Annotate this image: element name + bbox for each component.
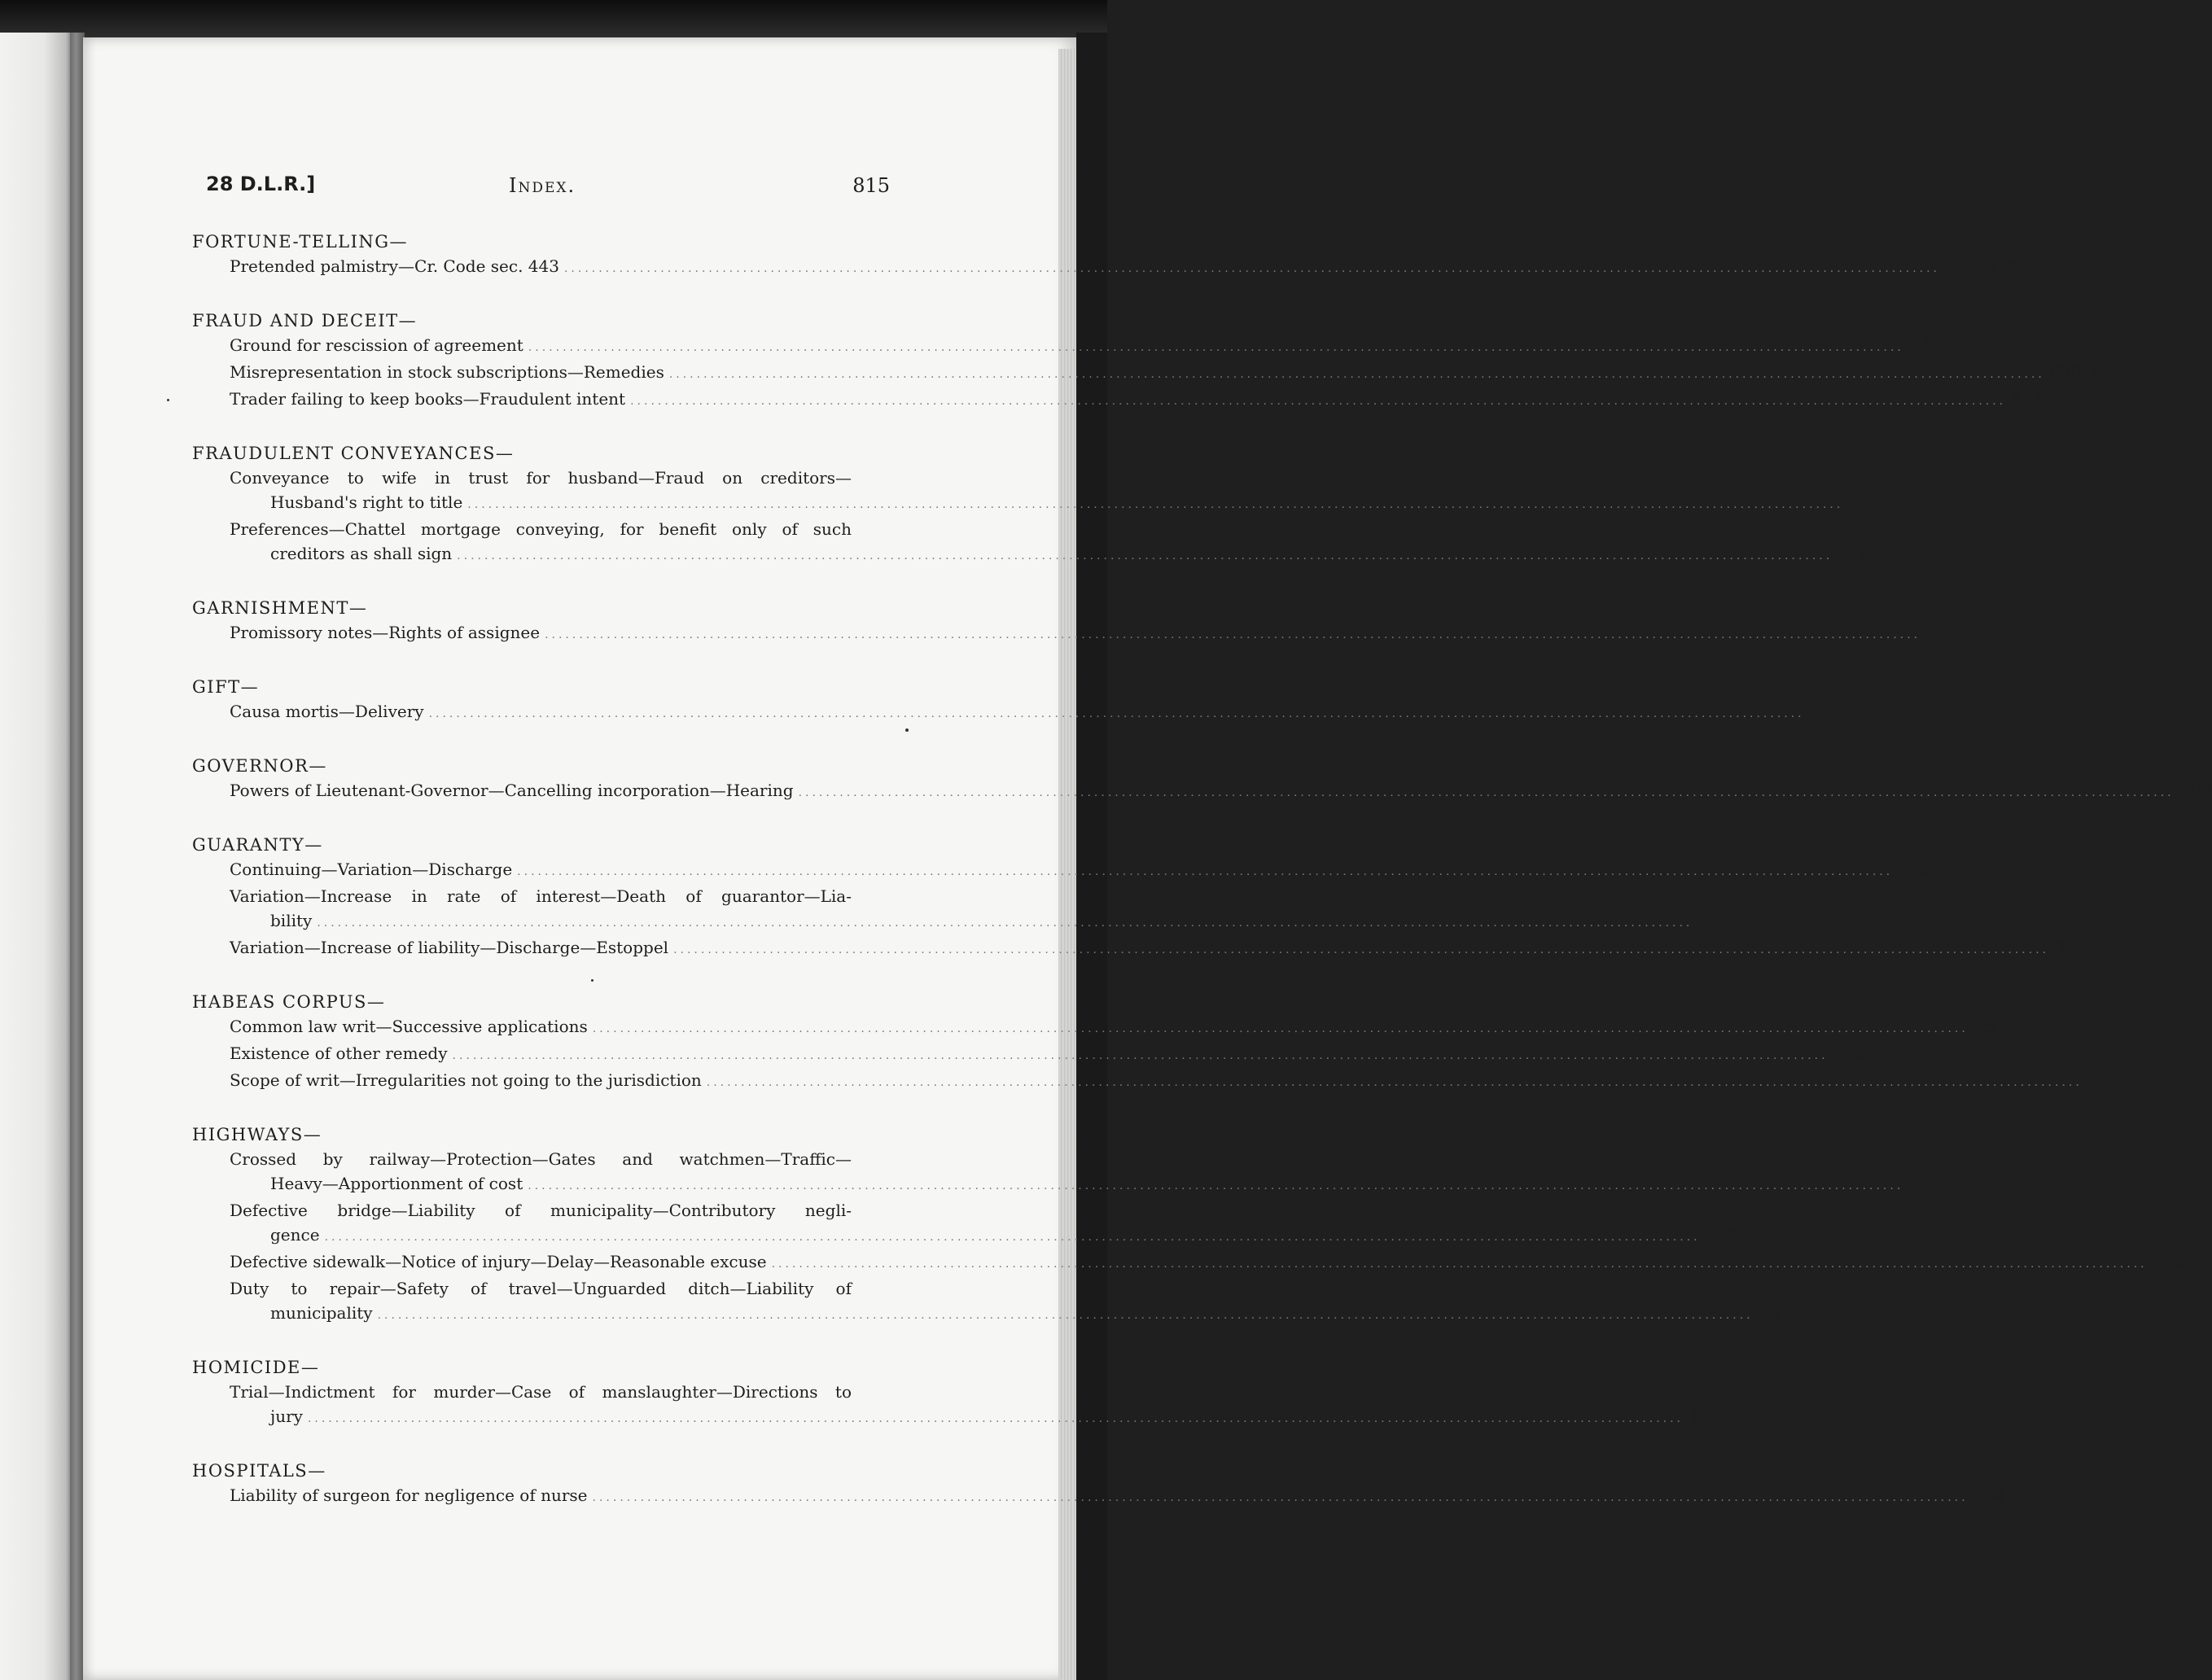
dot-leader: ........................................................................................................................................................................................................	[457, 549, 1833, 562]
index-entry	[192, 1014, 2006, 1041]
index-entry-text: Causa mortis—Delivery	[230, 702, 424, 721]
index-section	[192, 441, 1881, 568]
dot-leader: ........................................................................................................................................................................................................	[428, 707, 1805, 720]
index-entry	[192, 1171, 1942, 1198]
index-page-ref: 57	[1985, 1017, 2006, 1036]
index-entry	[192, 490, 1881, 517]
index-entry	[192, 1301, 1791, 1328]
index-heading: FORTUNE-TELLING—	[192, 232, 409, 252]
index-entry-text: Existence of other remedy	[230, 1043, 448, 1063]
index-heading: GARNISHMENT—	[192, 598, 368, 618]
index-section	[192, 1459, 2006, 1510]
index-section	[192, 230, 2018, 281]
index-entry-text: Pretended palmistry—Cr. Code sec. 443	[230, 256, 559, 276]
index-entry-text: Conveyance to wife in trust for husband—Fraud on creditors—	[230, 468, 852, 488]
index-page-ref: 732	[1926, 623, 1959, 642]
index-page-ref: 689, 696	[2049, 362, 2122, 382]
index-entry-text: Defective sidewalk—Notice of injury—Delay—Reasonable excuse	[230, 1252, 767, 1271]
dot-leader: ........................................................................................................................................................................................................	[467, 498, 1844, 511]
index-heading: HIGHWAYS—	[192, 1125, 322, 1144]
index-entry-text: municipality	[270, 1303, 373, 1323]
index-section	[192, 1355, 1721, 1431]
index-entry-text: Trial—Indictment for murder—Case of manslaughter—Directions to	[230, 1382, 852, 1402]
index-entry-text: Crossed by railway—Protection—Gates and watchmen—Traffic—	[230, 1149, 852, 1169]
index-entry	[192, 1249, 2185, 1276]
index-entry-text: bility	[270, 911, 313, 930]
index-entry-text: Promissory notes—Rights of assignee	[230, 623, 541, 642]
index-page-ref: 357	[2055, 938, 2087, 957]
index-entry	[192, 333, 1942, 360]
index-entry-text: Continuing—Variation—Discharge	[230, 860, 513, 879]
index-page-ref: 531	[1811, 702, 1842, 721]
index-entry-text: creditors as shall sign	[270, 544, 453, 563]
index-page-ref: 392	[1706, 1225, 1738, 1245]
index-page-ref: 555	[2012, 389, 2044, 409]
index-page-ref: 775	[1899, 860, 1931, 879]
index-entry-text: Trader failing to keep books—Fraudulent intent	[230, 389, 626, 409]
index-entry-text: Ground for rescission of agreement	[230, 335, 523, 355]
index-content	[192, 230, 2212, 1538]
scan-speck	[905, 728, 909, 732]
dot-leader: ........................................................................................................................................................................................................	[798, 786, 2175, 799]
index-entry	[192, 1068, 2120, 1095]
index-entry-text: Variation—Increase in rate of interest—Death of guarantor—Lia-	[230, 886, 852, 906]
dot-leader: ........................................................................................................................................................................................................	[528, 1179, 1904, 1192]
index-section	[192, 596, 1959, 647]
dot-leader: ........................................................................................................................................................................................................	[592, 1022, 1969, 1035]
index-heading: GOVERNOR—	[192, 756, 327, 776]
dot-leader: ........................................................................................................................................................................................................	[377, 1309, 1754, 1322]
dot-leader: ........................................................................................................................................................................................................	[771, 1258, 2148, 1271]
index-section	[192, 1122, 2185, 1328]
index-entry-text: Variation—Increase of liability—Discharge—Estoppel	[230, 938, 669, 957]
index-section	[192, 833, 2087, 962]
index-heading: FRAUD AND DECEIT—	[192, 311, 418, 330]
page-number: 815	[852, 174, 890, 197]
dot-leader: ........................................................................................................................................................................................................	[317, 917, 1693, 930]
index-entry	[192, 254, 2018, 281]
index-heading: HABEAS CORPUS—	[192, 992, 386, 1012]
index-page-ref: 509	[2180, 781, 2212, 800]
index-entry-text: Duty to repair—Safety of travel—Unguarded ditch—Liability of	[230, 1279, 852, 1298]
index-entry	[192, 360, 2122, 387]
index-entry	[192, 1223, 1738, 1249]
dot-leader: ........................................................................................................................................................................................................	[528, 341, 1904, 354]
index-page-ref: 223	[1850, 492, 1881, 512]
page-title: Index.	[509, 174, 576, 197]
index-entry	[192, 699, 1842, 726]
index-heading: HOSPITALS—	[192, 1461, 326, 1481]
index-entry	[192, 935, 2087, 962]
index-heading: HOMICIDE—	[192, 1358, 320, 1377]
index-entry-text: Heavy—Apportionment of cost	[270, 1174, 523, 1193]
volume-reference: 28 D.L.R.]	[206, 173, 316, 195]
index-entry-text: Liability of surgeon for negligence of nurse	[230, 1485, 588, 1505]
index-entry	[192, 1483, 2006, 1510]
index-heading: GIFT—	[192, 677, 260, 697]
index-entry	[192, 387, 2044, 413]
index-page-ref: 125	[1689, 1407, 1721, 1426]
facing-page-edge	[0, 33, 73, 1680]
index-entry-text: jury	[270, 1407, 303, 1426]
dot-leader: ........................................................................................................................................................................................................	[452, 1049, 1829, 1062]
dot-leader: ........................................................................................................................................................................................................	[545, 628, 1921, 641]
index-entry	[192, 1041, 1866, 1068]
index-entry	[192, 857, 1931, 884]
index-entry	[192, 1404, 1721, 1431]
index-heading: FRAUDULENT CONVEYANCES—	[192, 444, 515, 463]
dot-leader: ........................................................................................................................................................................................................	[592, 1491, 1969, 1504]
index-page-ref: 6	[1859, 544, 1871, 563]
index-page-ref: 558	[1910, 1174, 1942, 1193]
index-entry-text: Powers of Lieutenant-Governor—Cancelling incorporation—Hearing	[230, 781, 794, 800]
index-entry-text: Common law writ—Successive applications	[230, 1017, 588, 1036]
index-entry	[192, 620, 1959, 647]
index-page-ref: 58	[2099, 1070, 2120, 1090]
index-entry-text: Preferences—Chattel mortgage conveying, for benefit only of such	[230, 519, 852, 539]
index-entry	[192, 778, 2212, 805]
index-entry-text: Scope of writ—Irregularities not going to the jurisdiction	[230, 1070, 702, 1090]
index-entry-text: Husband's right to title	[270, 492, 463, 512]
index-page-ref: 728	[1699, 911, 1731, 930]
index-page-ref: 58	[1845, 1043, 1866, 1063]
dot-leader: ........................................................................................................................................................................................................	[307, 1412, 1684, 1425]
scan-speck	[167, 399, 169, 401]
index-section	[192, 754, 2212, 805]
dot-leader: ........................................................................................................................................................................................................	[706, 1076, 2083, 1089]
dot-leader: ........................................................................................................................................................................................................	[630, 395, 2007, 408]
index-page-ref: 584	[1974, 1485, 2006, 1505]
index-entry	[192, 908, 1731, 935]
index-page-ref: 745	[1910, 335, 1942, 355]
index-entry-text: gence	[270, 1225, 320, 1245]
index-section	[192, 308, 2122, 413]
dot-leader: ........................................................................................................................................................................................................	[673, 943, 2050, 956]
index-entry-text: Misrepresentation in stock subscriptions—Remedies	[230, 362, 664, 382]
index-page-ref: 275, 278	[1945, 256, 2018, 276]
index-page-ref: 397	[1759, 1303, 1791, 1323]
dot-leader: ........................................................................................................................................................................................................	[668, 368, 2045, 381]
dot-leader: ........................................................................................................................................................................................................	[324, 1231, 1701, 1244]
index-entry-text: Defective bridge—Liability of municipality—Contributory negli-	[230, 1201, 852, 1220]
index-heading: GUARANTY—	[192, 835, 323, 855]
index-section	[192, 675, 1842, 726]
scan-speck	[591, 979, 594, 982]
index-page-ref: 655	[2153, 1252, 2185, 1271]
dot-leader: ........................................................................................................................................................................................................	[517, 865, 1894, 878]
index-entry	[192, 541, 1871, 568]
index-section	[192, 990, 2120, 1095]
running-header	[206, 173, 890, 205]
dot-leader: ........................................................................................................................................................................................................	[563, 262, 1941, 275]
